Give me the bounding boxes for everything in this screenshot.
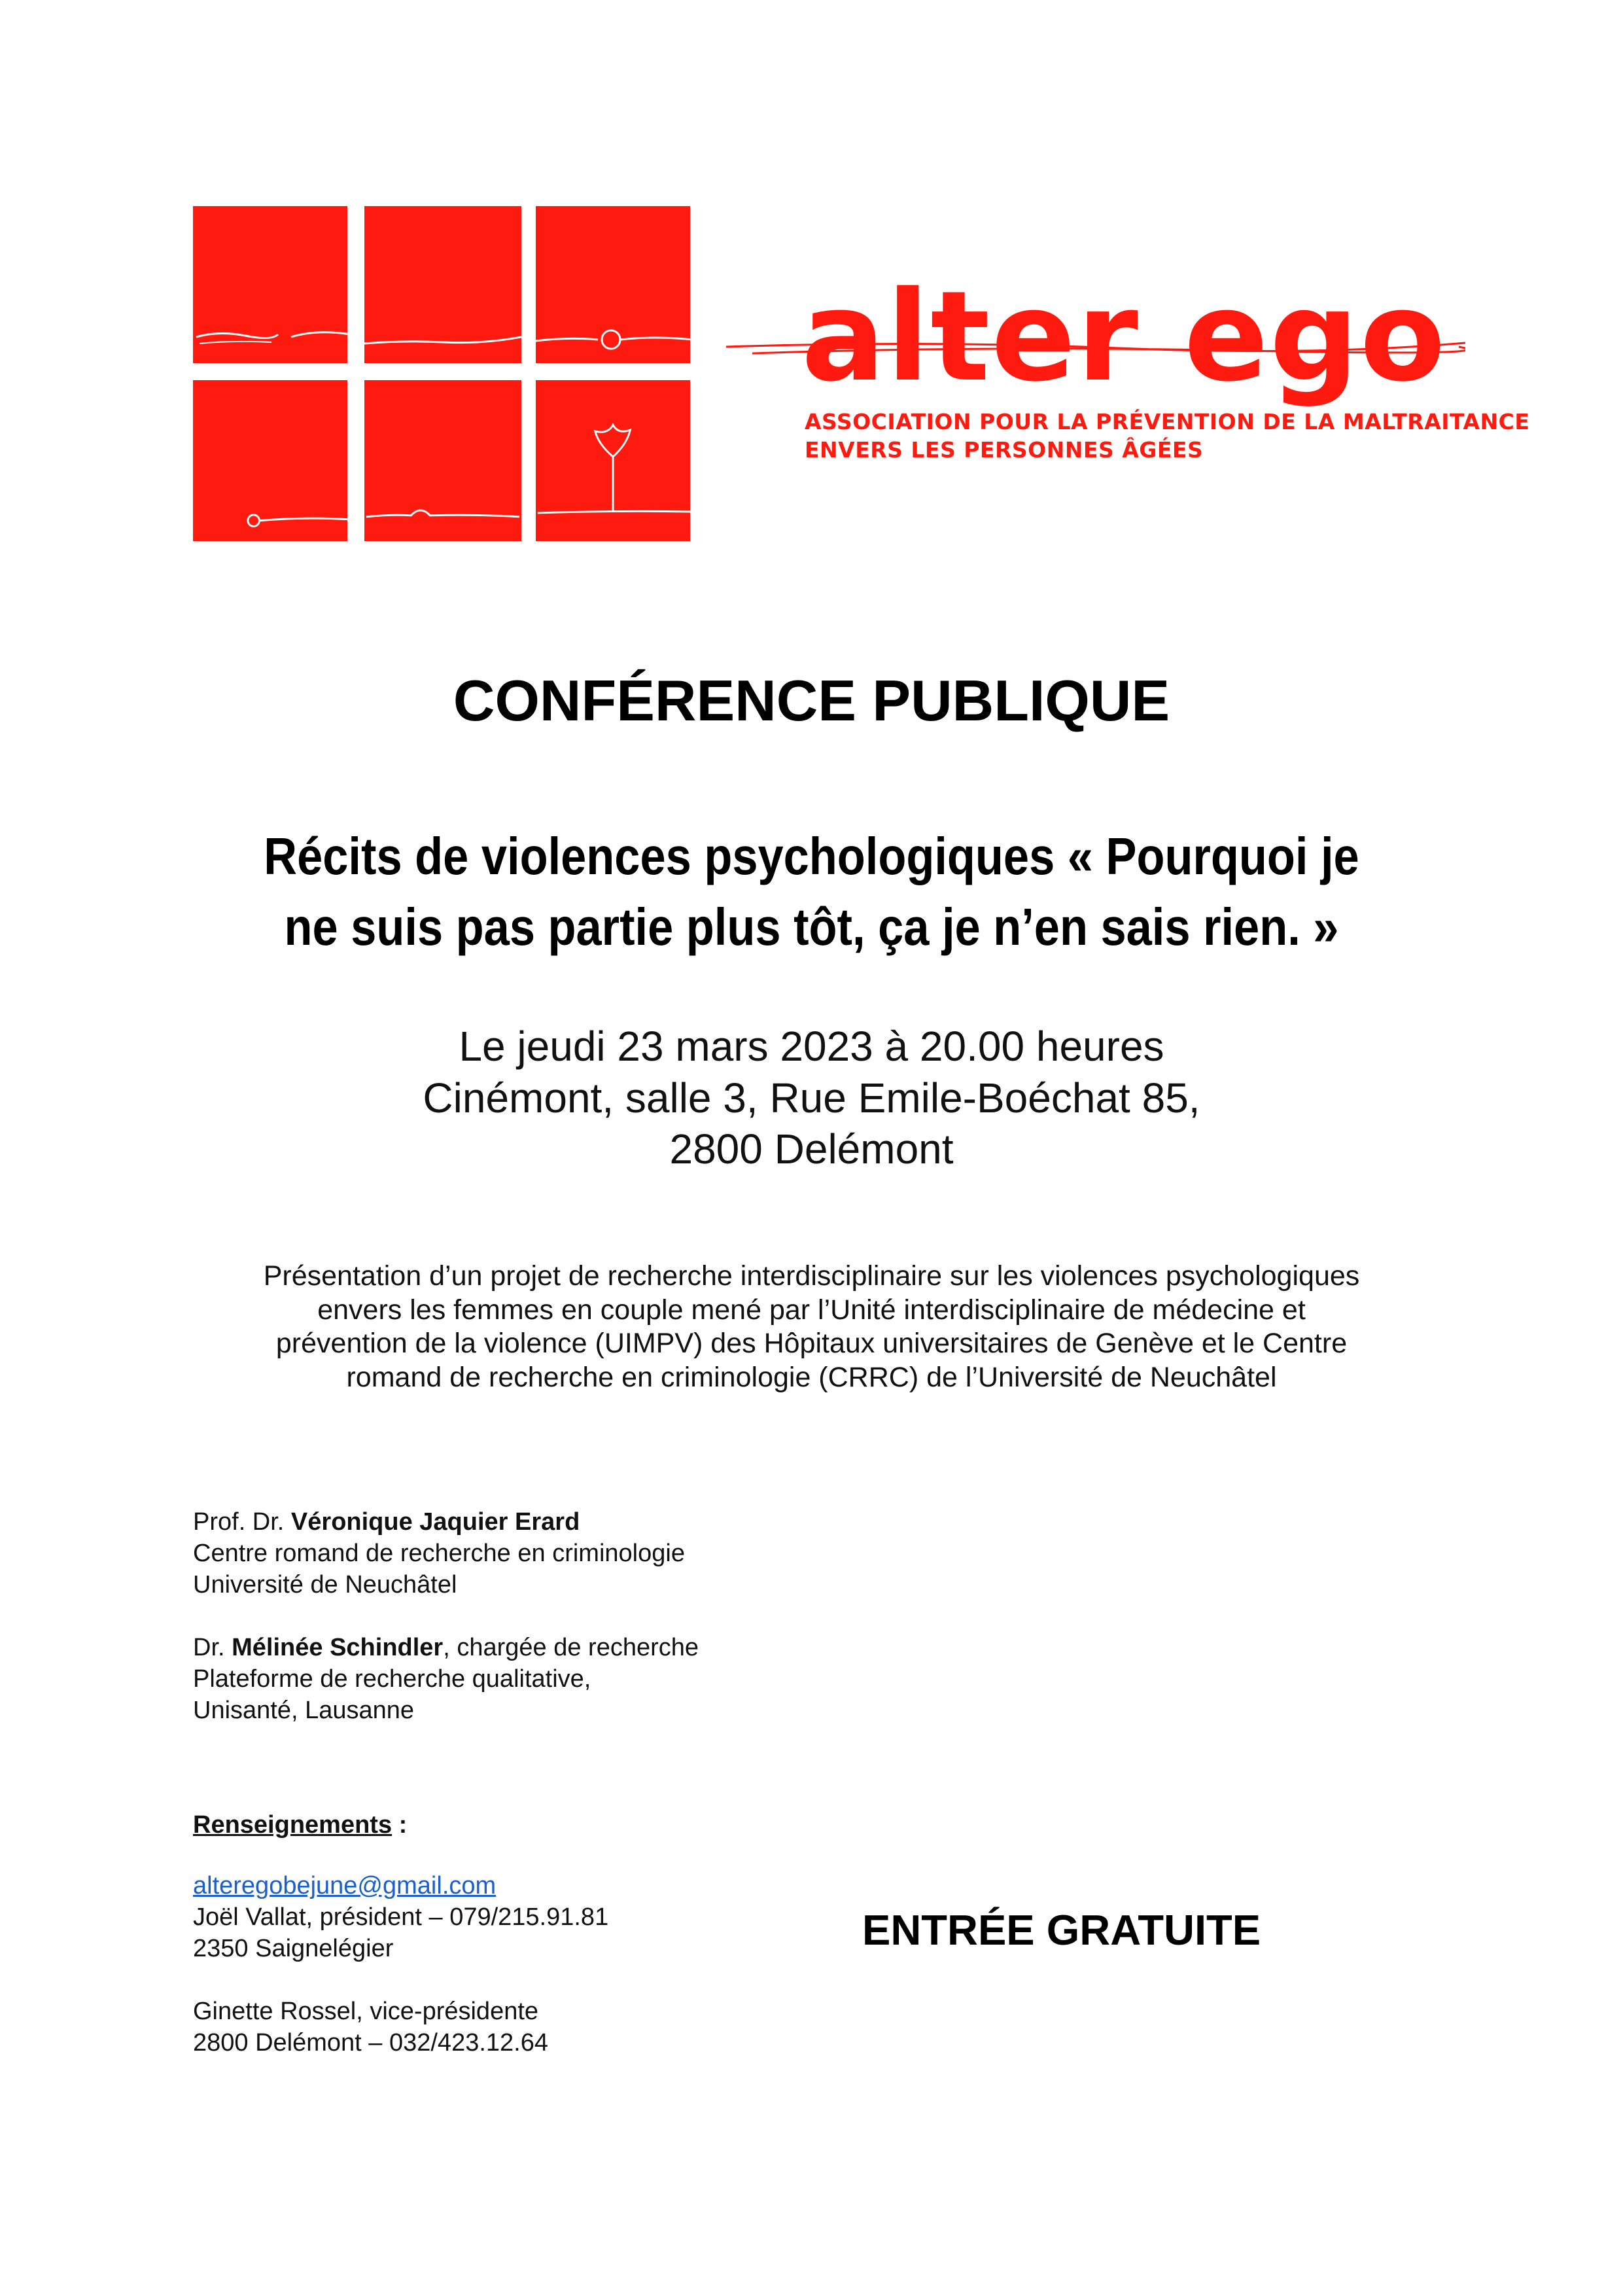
description-line: romand de recherche en criminologie (CRRC) de l’Université de Neuchâtel — [346, 1361, 1277, 1393]
contact-president-city: 2350 Saignelégier — [193, 1935, 394, 1962]
event-city: 2800 Delémont — [669, 1125, 954, 1173]
event-details — [0, 1021, 1623, 1175]
contact-president: Joël Vallat, président – 079/215.91.81 — [193, 1903, 609, 1931]
event-date: Le jeudi 23 mars 2023 à 20.00 heures — [459, 1023, 1164, 1070]
speaker-affiliation: Centre romand de recherche en criminologie — [193, 1540, 685, 1567]
logo-subtitle-line1: ASSOCIATION POUR LA PRÉVENTION DE LA MALTRAITANCE — [805, 409, 1530, 434]
logo-wordmark: alter ego — [801, 264, 1447, 409]
contact-label: Renseignements — [193, 1811, 393, 1839]
logo-tile — [536, 206, 690, 363]
speaker-2 — [193, 1632, 699, 1726]
speaker-affiliation: Unisanté, Lausanne — [193, 1697, 415, 1724]
description-line: envers les femmes en couple mené par l’Unité interdisciplinaire de médecine et — [317, 1294, 1306, 1326]
logo-subtitle-line2: ENVERS LES PERSONNES ÂGÉES — [805, 437, 1204, 463]
description-line: Présentation d’un projet de recherche interdisciplinaire sur les violences psychologiques — [263, 1260, 1360, 1292]
logo-tile — [364, 206, 521, 363]
description — [0, 1260, 1623, 1394]
speaker-affiliation: Plateforme de recherche qualitative, — [193, 1665, 591, 1693]
free-entry: ENTRÉE GRATUITE — [862, 1906, 1261, 1954]
speaker-title: Prof. Dr. — [193, 1508, 291, 1536]
speaker-affiliation: Université de Neuchâtel — [193, 1571, 457, 1598]
contact-email-link[interactable]: alteregobejune@gmail.com — [193, 1872, 497, 1899]
logo-tile — [536, 380, 690, 541]
description-line: prévention de la violence (UIMPV) des Hôpitaux universitaires de Genève et le Centre — [275, 1328, 1348, 1360]
logo-tile — [364, 380, 521, 541]
contact-block — [193, 1809, 407, 1841]
speaker-title: Dr. — [193, 1634, 232, 1661]
logo-tile — [193, 206, 347, 363]
subtitle-line2: ne suis pas partie plus tôt, ça je n’en sais rien. » — [284, 898, 1339, 956]
logo-tile — [193, 380, 347, 541]
page-title: CONFÉRENCE PUBLIQUE — [453, 668, 1170, 733]
speaker-role: , chargée de recherche — [443, 1634, 699, 1661]
subtitle-line1: Récits de violences psychologiques « Pourquoi je — [264, 827, 1359, 885]
contact-details — [193, 1870, 608, 2058]
conference-subtitle — [97, 821, 1526, 963]
contact-vice: Ginette Rossel, vice-présidente — [193, 1998, 539, 2025]
speaker-name: Véronique Jaquier Erard — [290, 1508, 580, 1536]
speaker-name: Mélinée Schindler — [232, 1634, 444, 1661]
event-venue: Cinémont, salle 3, Rue Emile-Boéchat 85, — [423, 1074, 1200, 1122]
contact-vice-city: 2800 Delémont – 032/423.12.64 — [193, 2029, 548, 2057]
contact-label-suffix: : — [392, 1811, 408, 1839]
speaker-1 — [193, 1506, 685, 1600]
